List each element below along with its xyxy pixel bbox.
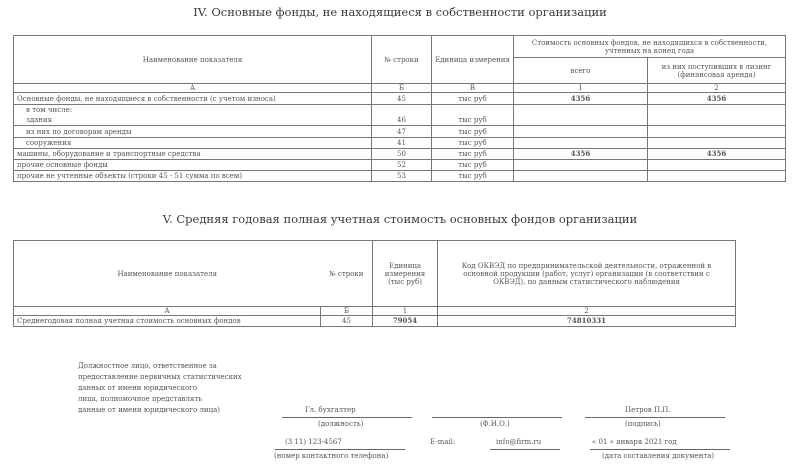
email-value: info@firm.ru bbox=[496, 438, 542, 446]
row-line: 53 bbox=[372, 171, 432, 182]
table-row bbox=[14, 138, 786, 149]
section4-table bbox=[13, 35, 786, 182]
email-underline bbox=[490, 449, 560, 450]
row-name: здания bbox=[14, 115, 372, 126]
position-underline bbox=[282, 417, 412, 418]
row-unit: тыс руб bbox=[432, 160, 514, 171]
section4-head-leased: из них поступивших в лизинг (финансовая аренда) bbox=[648, 58, 786, 84]
section5-head-line: № строки bbox=[321, 241, 373, 307]
row-unit: тыс руб bbox=[432, 115, 514, 126]
row-name: из них по договорам аренды bbox=[14, 126, 372, 138]
row-name: прочие не учтенные объекты (строки 45 - 51 сумма по всем) bbox=[14, 171, 372, 182]
official-caption-line: Должностное лицо, ответственное за bbox=[78, 362, 217, 370]
row-unit: тыс руб bbox=[432, 126, 514, 138]
row-leased: 4356 bbox=[648, 149, 786, 160]
section4-code: Б bbox=[372, 84, 432, 93]
row-leased: 4356 bbox=[648, 93, 786, 105]
date-caption: (дата составления документа) bbox=[602, 452, 715, 460]
row-unit: тыс руб bbox=[432, 171, 514, 182]
fio-value: Петров П.П. bbox=[625, 406, 671, 414]
fio-underline bbox=[585, 417, 725, 418]
row-line: 50 bbox=[372, 149, 432, 160]
row-line: 47 bbox=[372, 126, 432, 138]
phone-underline bbox=[275, 449, 405, 450]
section4-code: В bbox=[432, 84, 514, 93]
section4-head-total: всего bbox=[514, 58, 648, 84]
official-caption-line: данные от имени юридического лица) bbox=[78, 406, 220, 414]
section4-head-name: Наименование показателя bbox=[14, 36, 372, 84]
row-total bbox=[514, 171, 648, 182]
row-name: машины, оборудование и транспортные средства bbox=[14, 149, 372, 160]
row-line: 52 bbox=[372, 160, 432, 171]
row-okved: 74810331 bbox=[438, 316, 736, 327]
row-total bbox=[514, 115, 648, 126]
signature-caption: (Ф.И.О.) bbox=[480, 420, 510, 428]
sign-caption: (подпись) bbox=[625, 420, 661, 428]
row-total: 4356 bbox=[514, 93, 648, 105]
row-leased bbox=[648, 138, 786, 149]
row-name: Среднегодовая полная учетная стоимость основных фондов bbox=[14, 316, 321, 327]
table-row bbox=[14, 149, 786, 160]
row-leased bbox=[648, 171, 786, 182]
signature-underline bbox=[432, 417, 562, 418]
row-leased bbox=[648, 160, 786, 171]
section5-table bbox=[13, 240, 736, 327]
table-row bbox=[14, 316, 736, 327]
row-unit: тыс руб bbox=[432, 93, 514, 105]
section5-head-okved: Код ОКВЭД по предпринимательской деятельности, отраженной в основной продукции (работ, услуг) организации (в соответствии с ОКВЭД), по данным статистического наблюдения bbox=[438, 241, 736, 307]
section5-code: 1 bbox=[373, 307, 438, 316]
section5-codes-row bbox=[14, 307, 736, 316]
row-total: 4356 bbox=[514, 149, 648, 160]
row-unit: тыс руб bbox=[432, 138, 514, 149]
row-unit-value: 79054 bbox=[373, 316, 438, 327]
table-row bbox=[14, 105, 786, 115]
row-line: 45 bbox=[321, 316, 373, 327]
row-total bbox=[514, 126, 648, 138]
section4-head-line: № строки bbox=[372, 36, 432, 84]
row-line: 41 bbox=[372, 138, 432, 149]
row-line: 45 bbox=[372, 93, 432, 105]
row-name: Основные фонды, не находящиеся в собственности (с учетом износа) bbox=[14, 93, 372, 105]
section4-head-unit: Единица измерения bbox=[432, 36, 514, 84]
date-value: « 01 » января 2021 год bbox=[592, 438, 677, 446]
official-caption-line: данных от имени юридического bbox=[78, 384, 198, 392]
official-caption-line: лица, полномочное представлять bbox=[78, 395, 203, 403]
phone-caption: (номер контактного телефона) bbox=[274, 452, 389, 460]
row-unit bbox=[432, 105, 514, 115]
section5-code: 2 bbox=[438, 307, 736, 316]
row-name: в том числе: bbox=[14, 105, 372, 115]
row-total bbox=[514, 138, 648, 149]
row-total bbox=[514, 105, 648, 115]
row-leased bbox=[648, 105, 786, 115]
section4-code: 1 bbox=[514, 84, 648, 93]
row-name: сооружения bbox=[14, 138, 372, 149]
section5-head-name: Наименование показателя bbox=[14, 241, 321, 307]
row-name: прочие основные фонды bbox=[14, 160, 372, 171]
position-value: Гл. бухгалтер bbox=[305, 406, 356, 414]
section4-title: IV. Основные фонды, не находящиеся в собственности организации bbox=[193, 5, 607, 19]
table-row bbox=[14, 171, 786, 182]
table-row bbox=[14, 160, 786, 171]
row-leased bbox=[648, 126, 786, 138]
section4-code: А bbox=[14, 84, 372, 93]
date-underline bbox=[590, 449, 730, 450]
position-caption: (должность) bbox=[318, 420, 364, 428]
row-unit: тыс руб bbox=[432, 149, 514, 160]
table-row bbox=[14, 115, 786, 126]
section5-title: V. Средняя годовая полная учетная стоимость основных фондов организации bbox=[162, 212, 638, 226]
section5-head-unit: Единица измерения (тыс руб) bbox=[373, 241, 438, 307]
section5-code: Б bbox=[321, 307, 373, 316]
row-line bbox=[372, 105, 432, 115]
section5-code: А bbox=[14, 307, 321, 316]
section4-head-value-group: Стоимость основных фондов, не находящихся в собственности, учтенных на конец года bbox=[514, 36, 786, 58]
section4-code: 2 bbox=[648, 84, 786, 93]
row-leased bbox=[648, 115, 786, 126]
section4-codes-row bbox=[14, 84, 786, 93]
row-total bbox=[514, 160, 648, 171]
phone-value: (3 11) 123-4567 bbox=[285, 438, 342, 446]
table-row bbox=[14, 126, 786, 138]
email-label: E-mail: bbox=[430, 438, 456, 446]
table-row bbox=[14, 93, 786, 105]
official-caption-line: предоставление первичных статистических bbox=[78, 373, 242, 381]
row-line: 46 bbox=[372, 115, 432, 126]
